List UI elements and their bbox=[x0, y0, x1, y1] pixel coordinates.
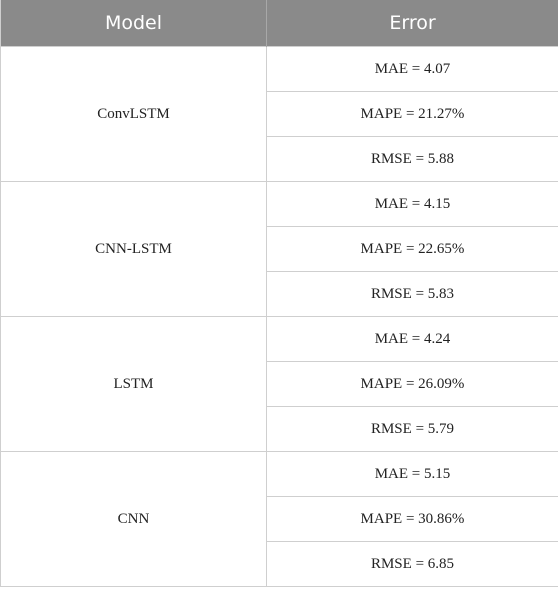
rmse-cell: RMSE = 5.88 bbox=[267, 137, 558, 182]
mape-cell: MAPE = 30.86% bbox=[267, 497, 558, 542]
model-name-cell: CNN-LSTM bbox=[1, 182, 267, 317]
mape-cell: MAPE = 26.09% bbox=[267, 362, 558, 407]
mae-cell: MAE = 4.15 bbox=[267, 182, 558, 227]
mae-cell: MAE = 5.15 bbox=[267, 452, 558, 497]
rmse-cell: RMSE = 5.83 bbox=[267, 272, 558, 317]
table-header bbox=[1, 0, 558, 47]
table-row bbox=[1, 452, 558, 497]
table-row bbox=[1, 182, 558, 227]
model-name-cell: CNN bbox=[1, 452, 267, 587]
mae-cell: MAE = 4.07 bbox=[267, 47, 558, 92]
table-body bbox=[1, 47, 558, 587]
mape-cell: MAPE = 21.27% bbox=[267, 92, 558, 137]
table-row bbox=[1, 317, 558, 362]
mape-cell: MAPE = 22.65% bbox=[267, 227, 558, 272]
rmse-cell: RMSE = 6.85 bbox=[267, 542, 558, 587]
rmse-cell: RMSE = 5.79 bbox=[267, 407, 558, 452]
table-row bbox=[1, 47, 558, 92]
model-name-cell: LSTM bbox=[1, 317, 267, 452]
header-error: Error bbox=[267, 0, 558, 47]
header-row bbox=[1, 0, 558, 47]
header-model: Model bbox=[1, 0, 267, 47]
mae-cell: MAE = 4.24 bbox=[267, 317, 558, 362]
model-name-cell: ConvLSTM bbox=[1, 47, 267, 182]
